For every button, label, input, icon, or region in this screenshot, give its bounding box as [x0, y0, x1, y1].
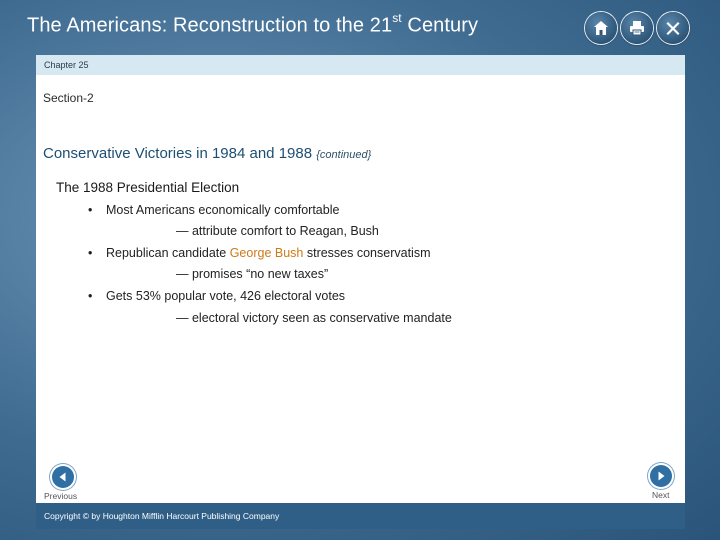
- slide-subheading: The 1988 Presidential Election: [56, 180, 240, 195]
- print-icon: [628, 19, 646, 37]
- sub-item: — electoral victory seen as conservative mandate: [176, 311, 452, 325]
- bullet-item: • Republican candidate George Bush stresses conservatism: [88, 246, 431, 260]
- slide-heading: Conservative Victories in 1984 and 1988 {continued}: [43, 145, 372, 162]
- close-button[interactable]: [657, 12, 689, 44]
- next-label[interactable]: Next: [652, 490, 670, 500]
- chapter-label: Chapter 25: [36, 55, 685, 75]
- window-title: The Americans: Reconstruction to the 21st Century: [27, 11, 479, 37]
- arrow-left-icon: [57, 471, 69, 483]
- arrow-right-icon: [655, 470, 667, 482]
- section-label: Section-2: [43, 91, 94, 105]
- sub-item: — promises “no new taxes”: [176, 267, 329, 281]
- previous-label[interactable]: Previous: [44, 491, 78, 501]
- print-button[interactable]: [621, 12, 653, 44]
- home-button[interactable]: [585, 12, 617, 44]
- bullet-item: • Gets 53% popular vote, 426 electoral votes: [88, 289, 346, 303]
- previous-button[interactable]: [52, 466, 74, 488]
- slide-content: [36, 55, 685, 529]
- home-icon: [592, 19, 610, 37]
- close-icon: [664, 19, 682, 37]
- footer-copyright: Copyright © by Houghton Mifflin Harcourt Publishing Company: [36, 503, 685, 529]
- next-button[interactable]: [650, 465, 672, 487]
- sub-item: — attribute comfort to Reagan, Bush: [176, 224, 379, 238]
- bullet-item: • Most Americans economically comfortable: [88, 203, 340, 217]
- highlighted-name: George Bush: [229, 246, 304, 260]
- continued-label: {continued}: [316, 149, 372, 161]
